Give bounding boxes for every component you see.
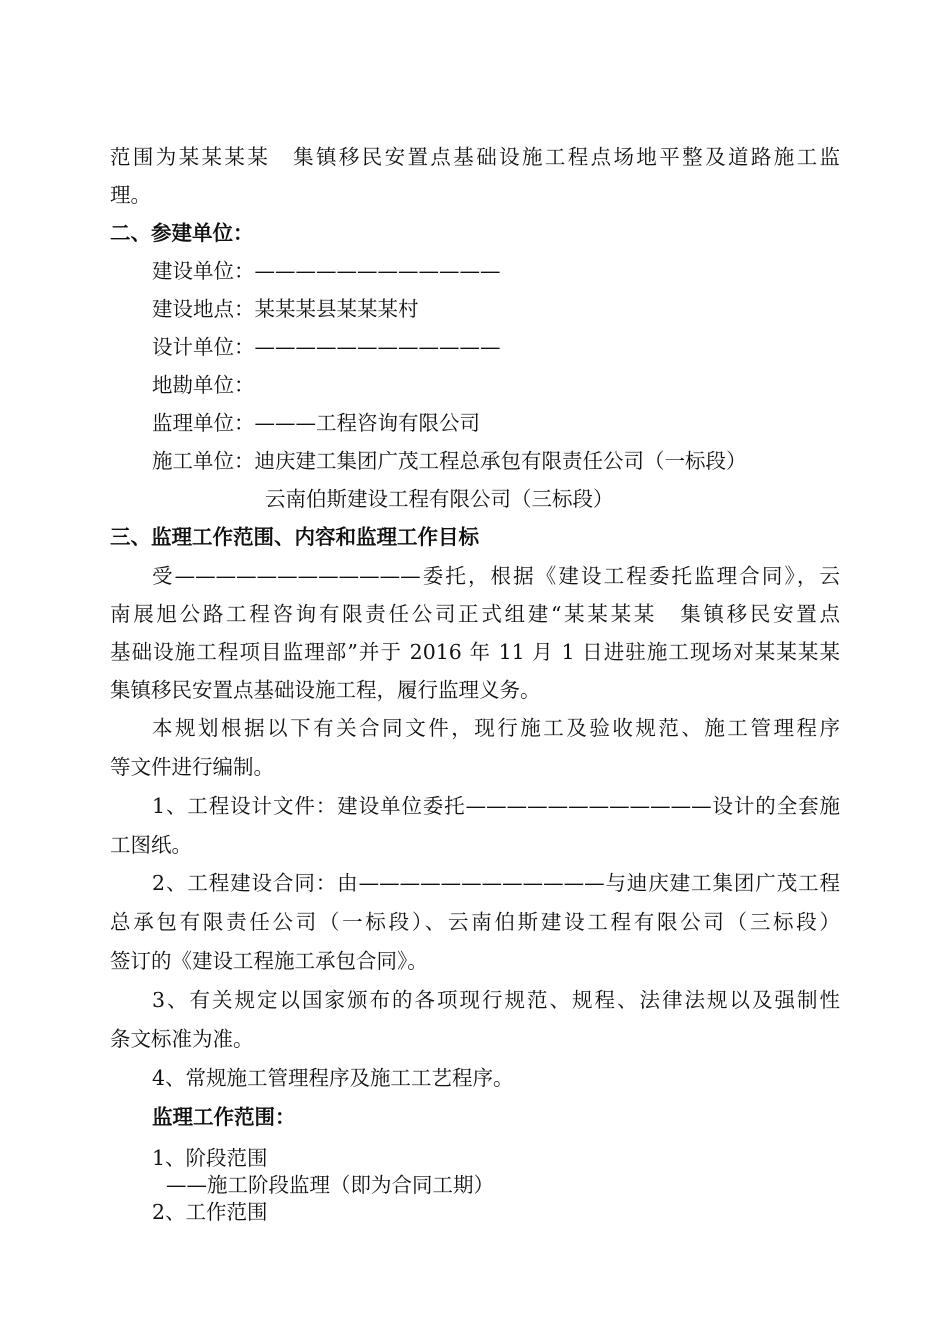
participant-item-continued: 云南伯斯建设工程有限公司（三标段）: [265, 487, 614, 511]
participant-item: 建设地点：某某某县某某某村: [152, 297, 419, 321]
scope-item: 2、工作范围: [152, 1200, 268, 1224]
paragraph-line: 2、工程建设合同：由————————————与迪庆建工集团广茂工程: [152, 871, 840, 895]
participant-item: 设计单位：————————————: [152, 335, 501, 359]
paragraph-line: 基础设施工程项目监理部”并于 2016 年 11 月 1 日进驻施工现场对某某某某: [110, 640, 840, 664]
paragraph-line: 条文标准为准。: [110, 1027, 254, 1051]
paragraph-line: 4、常规施工管理程序及施工工艺程序。: [152, 1066, 514, 1090]
paragraph-line: 受————————————委托，根据《建设工程委托监理合同》，云: [152, 564, 840, 588]
section-heading: 二、参建单位：: [110, 221, 254, 245]
participant-item: 建设单位：————————————: [152, 259, 501, 283]
paragraph-line: 工图纸。: [110, 833, 192, 857]
scope-item: 1、阶段范围: [152, 1146, 268, 1170]
paragraph-line: 集镇移民安置点基础设施工程，履行监理义务。: [110, 678, 541, 702]
intro-line: 范围为某某某某 集镇移民安置点基础设施工程点场地平整及道路施工监: [110, 145, 840, 169]
participant-item: 施工单位：迪庆建工集团广茂工程总承包有限责任公司（一标段）: [152, 449, 747, 473]
scope-item-detail: ——施工阶段监理（即为合同工期）: [166, 1173, 494, 1197]
intro-line: 理。: [110, 183, 151, 207]
paragraph-line: 南展旭公路工程咨询有限责任公司正式组建“某某某某 集镇移民安置点: [110, 602, 840, 626]
paragraph-line: 签订的《建设工程施工承包合同》。: [110, 949, 428, 973]
participant-item: 监理单位：———工程咨询有限公司: [152, 411, 480, 435]
paragraph-line: 1、工程设计文件：建设单位委托————————————设计的全套施: [152, 794, 840, 818]
participant-item: 地勘单位：: [152, 373, 255, 397]
subsection-heading: 监理工作范围：: [152, 1105, 296, 1129]
paragraph-line: 等文件进行编制。: [110, 755, 274, 779]
paragraph-line: 总承包有限责任公司（一标段）、云南伯斯建设工程有限公司（三标段）: [110, 910, 840, 934]
paragraph-line: 3、有关规定以国家颁布的各项现行规范、规程、法律法规以及强制性: [152, 988, 840, 1012]
paragraph-line: 本规划根据以下有关合同文件，现行施工及验收规范、施工管理程序: [152, 716, 840, 740]
section-heading: 三、监理工作范围、内容和监理工作目标: [110, 525, 479, 549]
